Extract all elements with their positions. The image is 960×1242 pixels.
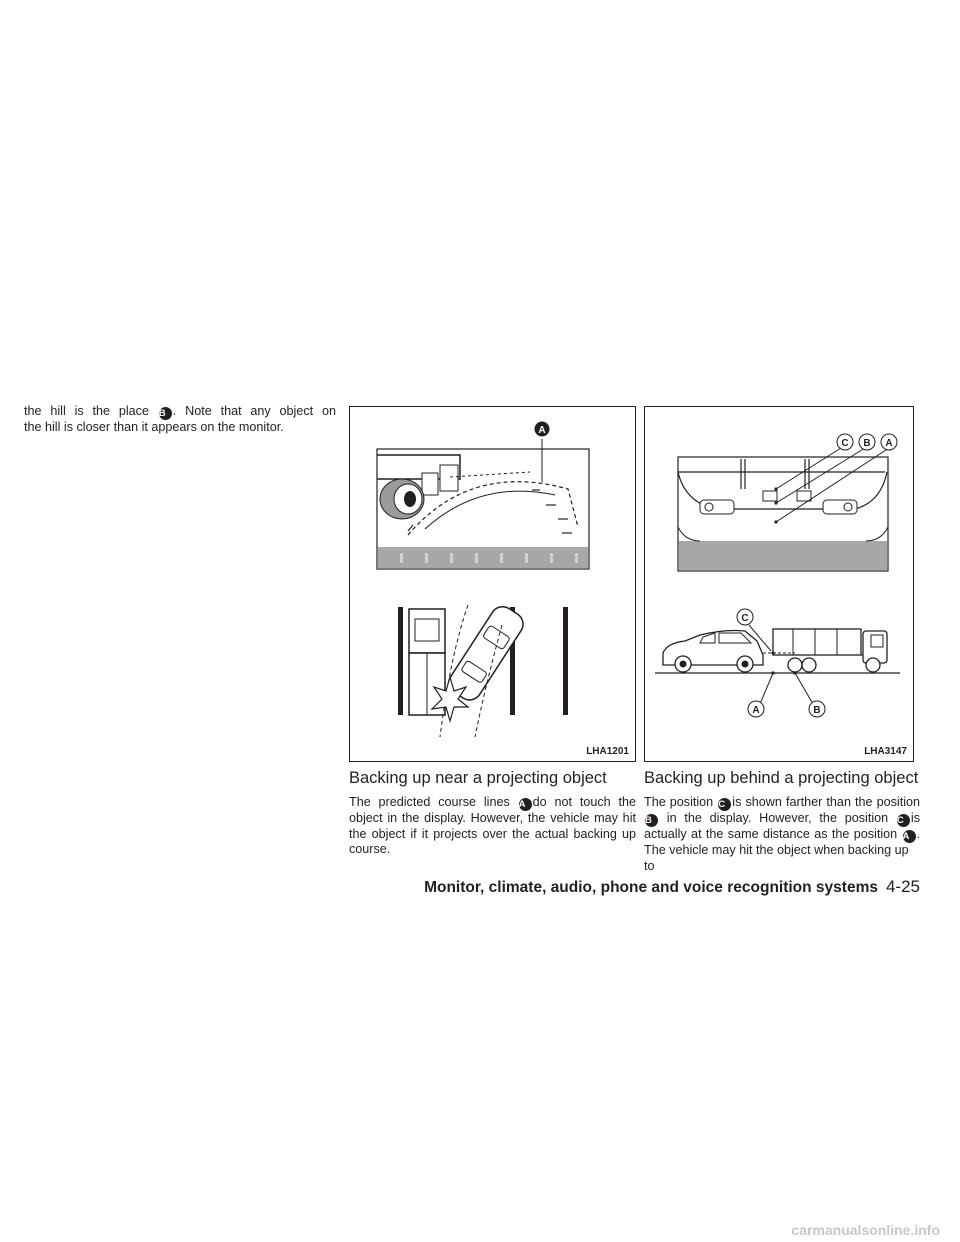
s2-line-1: The position C is shown farther than the position [644, 795, 921, 810]
figure-behind-projecting-object [644, 406, 914, 762]
intro-paragraph [24, 404, 336, 436]
marker-a-icon: A [903, 830, 916, 843]
side-callout-c: C [741, 613, 749, 624]
s1-line-1: The predicted course lines A do not touch the [349, 795, 637, 810]
section-behind-projecting-object-paragraph [644, 795, 920, 874]
top-callout-c: C [841, 438, 849, 449]
figure-code-lha3147: LHA3147 [864, 746, 907, 757]
footer-section-title: Monitor, climate, audio, phone and voice recognition systems [424, 879, 878, 896]
page-number: 4-25 [885, 877, 920, 896]
s1-line-4: course. [349, 842, 391, 856]
side-callout-b: B [813, 705, 821, 716]
top-callout-a: A [885, 438, 893, 449]
intro-line-1: the hill is the place B . Note that any object on [24, 404, 336, 419]
watermark: carmanualsonline.info [791, 1222, 940, 1238]
callout-a-label: A [538, 425, 546, 436]
marker-b-icon: B [645, 814, 658, 827]
section-projecting-object-paragraph [349, 795, 636, 858]
figure-projecting-object [349, 406, 636, 762]
marker-b-icon: B [159, 407, 172, 420]
page-footer [420, 877, 920, 897]
figure-behind-projecting-object-drawing [645, 407, 913, 761]
intro-line-2: the hill is closer than it appears on the monitor. [24, 420, 284, 434]
marker-c-icon: C [897, 814, 910, 827]
side-callout-a: A [752, 705, 760, 716]
top-callout-b: B [863, 438, 871, 449]
s1-line-3: the object if it projects over the actual backing up [349, 826, 636, 841]
s2-line-2: B in the display. However, the position C is [645, 811, 921, 826]
s1-line-2: object in the display. However, the vehicle may hit [349, 811, 636, 825]
section-heading-behind-projecting-object: Backing up behind a projecting object [644, 769, 919, 787]
marker-c-icon: C [718, 798, 731, 811]
marker-a-icon: A [519, 798, 532, 811]
s2-line-3: actually at the same distance as the position A . [644, 827, 920, 842]
figure-code-lha1201: LHA1201 [586, 746, 629, 757]
s2-line-4: The vehicle may hit the object when backing up to [644, 843, 909, 873]
figure-projecting-object-drawing [350, 407, 635, 761]
section-heading-projecting-object: Backing up near a projecting object [349, 769, 607, 787]
